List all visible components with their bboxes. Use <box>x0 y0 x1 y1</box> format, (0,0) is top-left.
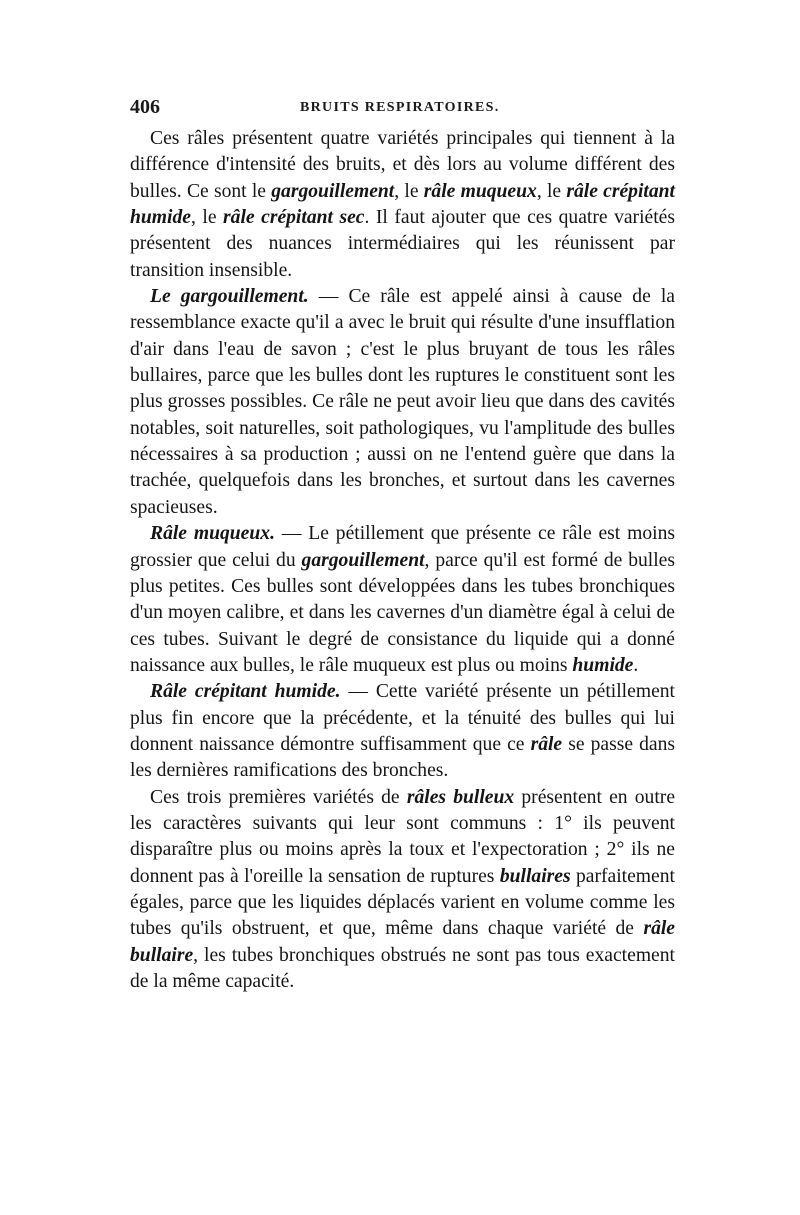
paragraph-muqueux <box>130 521 675 679</box>
body-text <box>130 126 675 995</box>
text-run: , parce qu'il est formé de bulles plus petites. Ces bulles sont développées dans les tubes bronchiques d'un moyen calibre, et dans les cavernes d'un diamètre égal à celui de ces tubes. Suivant le degré de consistance du liquide qui a donné naissance aux bulles, le râle muqueux est plus ou moins <box>130 549 675 676</box>
text-run: . <box>633 654 639 676</box>
running-head: BRUITS RESPIRATOIRES. <box>300 100 500 115</box>
italic-term: Le gargouillement. <box>150 286 309 308</box>
italic-term: gargouillement <box>301 549 425 571</box>
text-run: , le <box>394 180 424 202</box>
italic-term: râles bulleux <box>406 786 515 808</box>
italic-term: bullaires <box>499 865 571 887</box>
text-run: Ces râles présentent quatre variétés principales qui tiennent à la différence d'intensité des bruits, et dès lors au volume différent des bulles. Ce sont le <box>130 128 675 202</box>
text-run: — Le pétillement que présente ce râle est moins grossier que celui du <box>130 523 676 571</box>
text-run: . Il faut ajouter que ces quatre variétés présentent des nuances intermédiaires qui les réunissent par transition insensible. <box>130 207 675 281</box>
italic-term: râle crépitant sec <box>223 207 365 229</box>
page-header <box>130 96 670 122</box>
text-run: , les tubes bronchiques obstrués ne sont pas tous exactement de la même capacité. <box>130 944 675 992</box>
italic-term: gargouillement <box>271 180 395 202</box>
text-run: , le <box>190 207 224 229</box>
text-run: — Ce râle est appelé ainsi à cause de la ressemblance exacte qu'il a avec le bruit qui résulte d'une insufflation d'air dans l'eau de savon ; c'est le plus bruyant de tous les râles bullaires, parce que les bulles dont les ruptures le constituent sont les plus grosses possibles. Ce râle ne peut avoir lieu que dans des cavités notables, soit naturelles, soit pathologiques, vu l'amplitude des bulles nécessaires à sa production ; aussi on ne l'entend guère que dans la trachée, quelquefois dans les bronches, et surtout dans les cavernes spacieuses. <box>130 286 675 518</box>
text-run: parfaitement égales, parce que les liquides déplacés varient en volume comme les tubes qu'ils obstruent, et que, même dans chaque variété de <box>130 865 675 940</box>
italic-term: râle <box>530 733 563 755</box>
text-run: Ces trois premières variétés de <box>150 786 407 808</box>
italic-term: râle crépitant humide <box>130 180 676 229</box>
paragraph-bulleux <box>130 785 675 996</box>
text-run: , le <box>536 180 567 202</box>
italic-term: Râle crépitant humide. <box>150 681 341 703</box>
italic-term: râle muqueux <box>423 180 537 202</box>
paragraph-gargouillement <box>130 284 675 521</box>
page-number: 406 <box>130 96 160 118</box>
paragraph-crepitant-humide <box>130 679 675 784</box>
paragraph-intro <box>130 126 675 284</box>
text-run: se passe dans les dernières ramifications des bronches. <box>130 733 675 782</box>
italic-term: Râle muqueux. <box>150 523 275 545</box>
italic-term: humide <box>572 654 634 676</box>
italic-term: râle bullaire <box>130 918 675 966</box>
text-run: — Cette variété présente un pétillement plus fin encore que la précédente, et la ténuité des bulles qui lui donnent naissance démontre suffisamment que ce <box>130 681 676 755</box>
text-run: présentent en outre les caractères suivants qui leur sont communs : 1° ils peuvent disparaître plus ou moins après la toux et l'expectoration ; 2° ils ne donnent pas à l'oreille la sensation de ruptures <box>130 786 676 887</box>
